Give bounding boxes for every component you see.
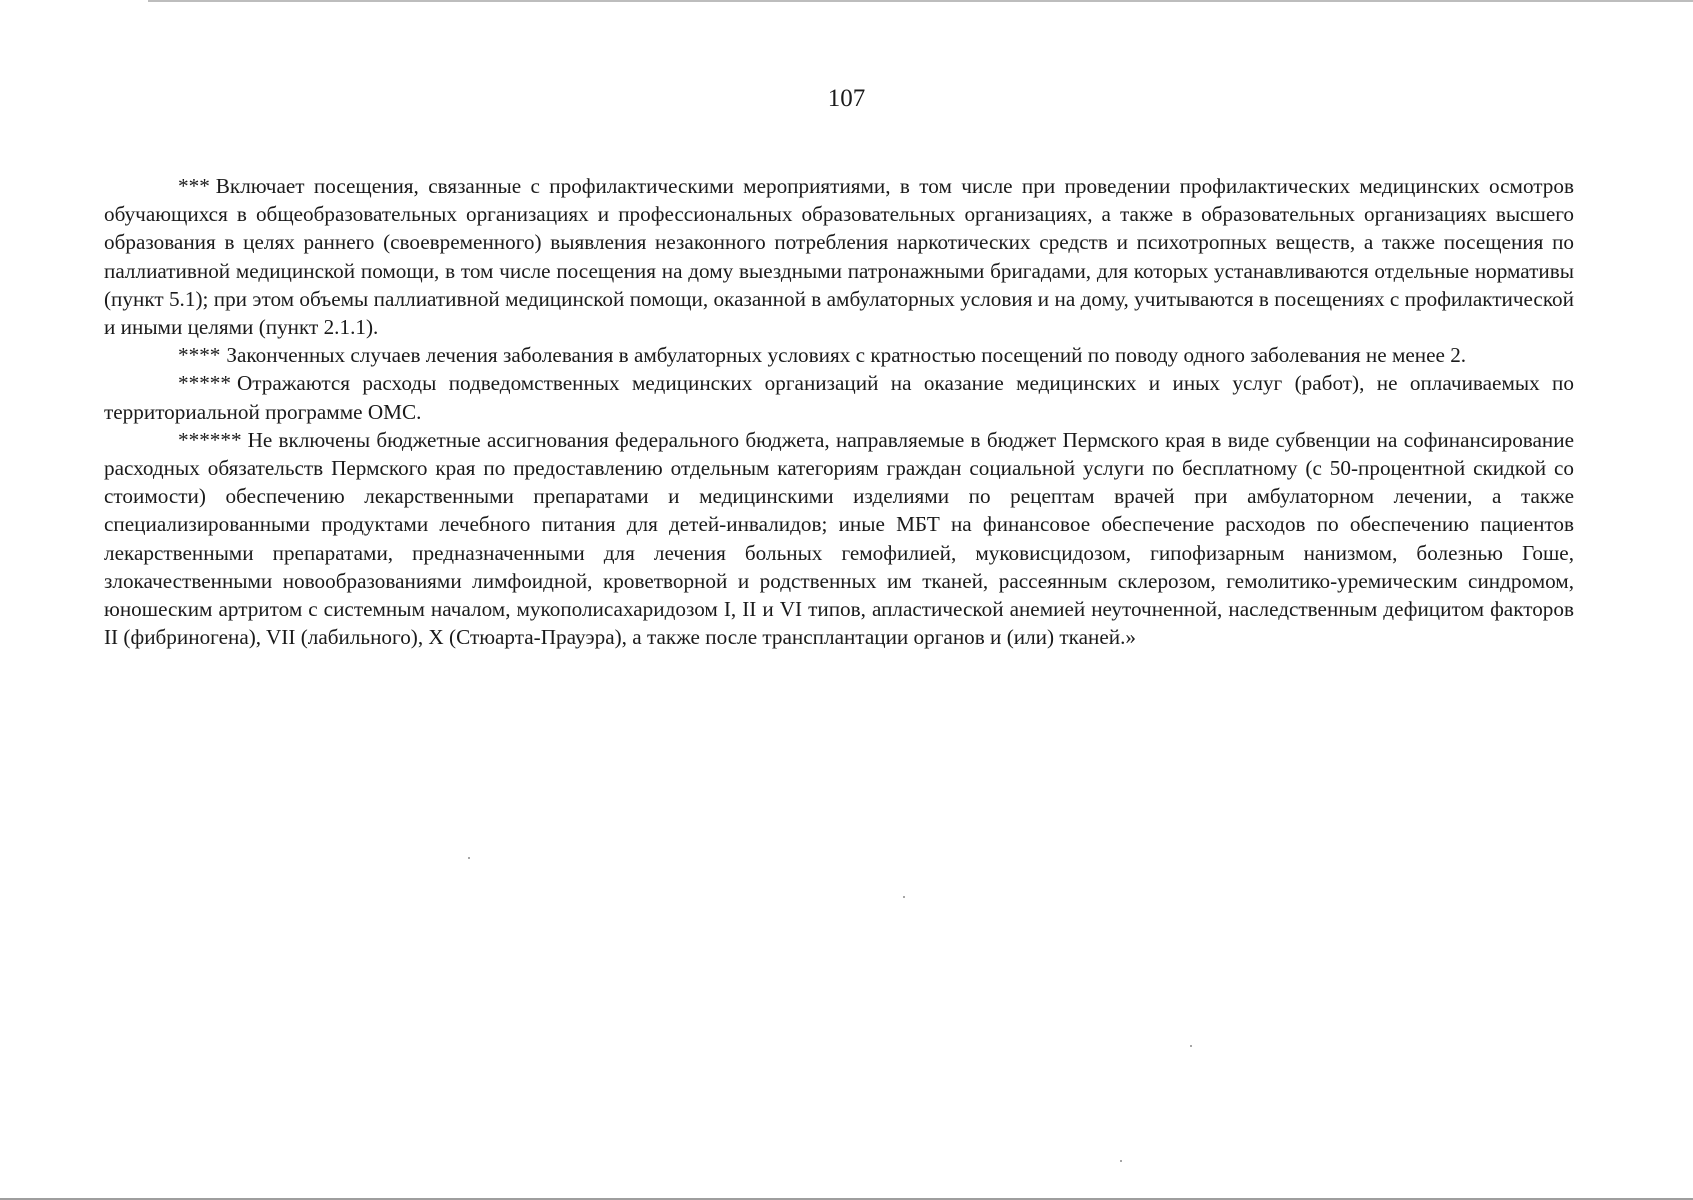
footnote-marker: *** bbox=[178, 174, 210, 198]
footnote-6-stars bbox=[104, 426, 1574, 652]
footnote-4-stars bbox=[104, 341, 1574, 369]
footnote-text: Отражаются расходы подведомственных медицинских организаций на оказание медицинских и иных услуг (работ), не оплачиваемых по территориальной программе ОМС. bbox=[104, 371, 1574, 424]
footnote-text: Законченных случаев лечения заболевания в амбулаторных условиях с кратностью посещений по поводу одного заболевания не менее 2. bbox=[226, 343, 1467, 368]
page-number: 107 bbox=[827, 85, 866, 112]
footnote-marker: ****** bbox=[178, 427, 242, 452]
footnote-text: Включает посещения, связанные с профилактическими мероприятиями, в том числе при проведении профилактических медицинских осмотров обучающихся в общеобразовательных организациях и профессиональных образовательных организациях, а также в образовательных организациях высшего образования в целях раннего (своевременного) выявления незаконного потребления наркотических средств и психотропных веществ, а также посещения по паллиативной медицинской помощи, в том числе посещения на дому выездными патронажными бригадами, для которых устанавливаются отдельные нормативы (пункт 5.1); при этом объемы паллиативной медицинской помощи, оказанной в амбулаторных условия и на дому, учитываются в посещениях с профилактической и иными целями (пункт 2.1.1). bbox=[104, 174, 1574, 340]
footnote-text: Не включены бюджетные ассигнования федерального бюджета, направляемые в бюджет Пермского края в виде субвенции на софинансирование расходных обязательств Пермского края по предоставлению отдельным категориям граждан социальной услуги по бесплатному (с 50-процентной скидкой со стоимости) обеспечению лекарственными препаратами и медицинскими изделиями по рецептам врачей при амбулаторном лечении, а также специализированными продуктами лечебного питания для детей-инвалидов; иные МБТ на финансовое обеспечение расходов по обеспечению пациентов лекарственными препаратами, предназначенными для лечения больных гемофилией, муковисцидозом, гипофизарным нанизмом, болезнью Гоше, злокачественными новообразованиями лимфоидной, кроветворной и родственных им тканей, рассеянным склерозом, гемолитико-уремическим синдромом, юношеским артритом с системным началом, мукополисахаридозом I, II и VI типов, апластической анемией неуточненной, наследственным дефицитом факторов II (фибриногена), VII (лабильного), X (Стюарта-Прауэра), а также после трансплантации органов и (или) тканей.» bbox=[104, 427, 1574, 650]
footnotes bbox=[104, 172, 1574, 651]
scan-speck bbox=[1120, 1160, 1122, 1162]
footnote-5-stars bbox=[104, 369, 1574, 425]
footnote-3-stars bbox=[104, 172, 1574, 341]
scan-speck bbox=[1190, 1045, 1192, 1047]
scan-edge-top bbox=[148, 0, 1693, 2]
footnote-marker: **** bbox=[178, 343, 221, 368]
footnote-marker: ***** bbox=[178, 371, 231, 396]
scan-speck bbox=[468, 857, 470, 859]
scan-speck bbox=[903, 896, 905, 898]
